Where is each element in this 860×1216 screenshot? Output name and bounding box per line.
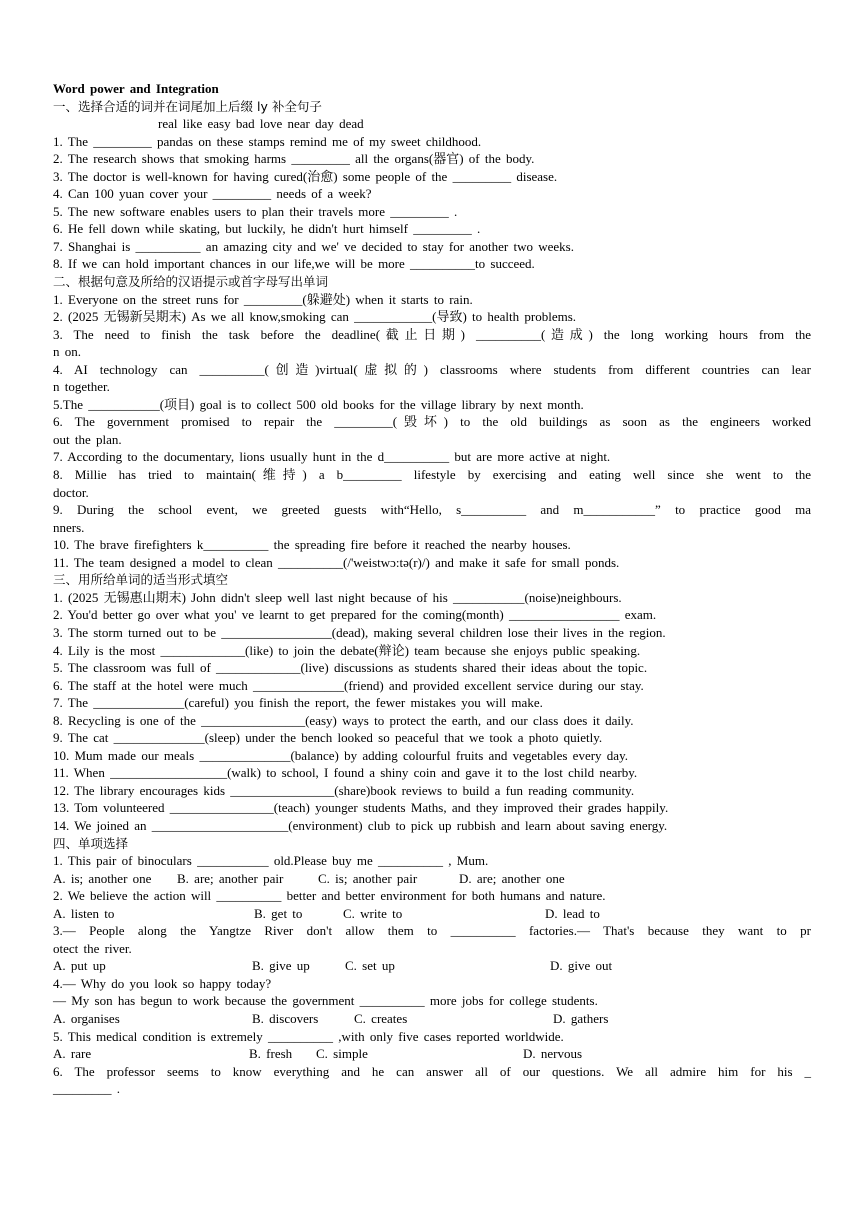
section2-line: 10. The brave firefighters k__________ the spreading fire before it reached the nearby houses. <box>53 537 571 553</box>
question-6: 6. The professor seems to know everything and he can answer all of our questions. We all admire him for his _ <box>53 1063 811 1079</box>
section3-item: 14. We joined an _____________________(environment) club to pick up rubbish and learn about saving energy. <box>53 817 668 833</box>
section2-line: 9. During the school event, we greeted guests with“Hello, s__________ and m___________” to practice good ma <box>53 502 811 518</box>
section3-item: 4. Lily is the most _____________(like) to join the debate(辩论) team because she enjoys public speaking. <box>53 642 641 658</box>
section3-item: 6. The staff at the hotel were much ______________(friend) and provided excellent service during our stay. <box>53 677 644 693</box>
section3-heading: 三、用所给单词的适当形式填空 <box>53 572 229 588</box>
question-4-cont: — My son has begun to work because the government __________ more jobs for college students. <box>53 993 598 1009</box>
section3-item: 12. The library encourages kids ________________(share)book reviews to build a fun reading community. <box>53 782 635 798</box>
section1-word-list: real like easy bad love near day dead <box>158 116 364 132</box>
option-b: B. get to <box>254 905 303 921</box>
section2-line: 1. Everyone on the street runs for _________(躲避处) when it starts to rain. <box>53 291 473 307</box>
option-d: D. lead to <box>545 905 600 921</box>
section3-item: 5. The classroom was full of _____________(live) discussions as students shared their ideas about the topic. <box>53 660 648 676</box>
option-d: D. gathers <box>553 1010 609 1026</box>
question-6-cont: _________ . <box>53 1081 120 1097</box>
section1-item: 5. The new software enables users to plan their travels more _________ . <box>53 203 458 219</box>
section2-line: 7. According to the documentary, lions usually hunt in the d__________ but are more active at night. <box>53 449 611 465</box>
question-5-options <box>53 1045 811 1063</box>
question-5: 5. This medical condition is extremely __________ ,with only five cases reported worldwide. <box>53 1028 564 1044</box>
option-d: D. are; another one <box>459 870 565 886</box>
worksheet-title: Word power and Integration <box>53 81 219 96</box>
section2-line: n on. <box>53 344 81 360</box>
section3-item: 2. You'd better go over what you' ve learnt to get prepared for the coming(month) _________________ exam. <box>53 607 657 623</box>
section3-item: 8. Recycling is one of the ________________(easy) ways to protect the earth, and our class does it daily. <box>53 712 634 728</box>
section2-line: doctor. <box>53 484 89 500</box>
option-c: C. is; another pair <box>318 870 418 886</box>
section1-item: 1. The _________ pandas on these stamps remind me of my sweet childhood. <box>53 133 482 149</box>
section1-item: 4. Can 100 yuan cover your _________ needs of a week? <box>53 186 372 202</box>
section1-item: 2. The research shows that smoking harms _________ all the organs(器官) of the body. <box>53 151 535 167</box>
question-4-options <box>53 1010 811 1028</box>
section1-item: 8. If we can hold important chances in our life,we will be more __________to succeed. <box>53 256 535 272</box>
section2-line: 8. Millie has tried to maintain(维持) a b_________ lifestyle by exercising and eating well since she went to the <box>53 467 811 483</box>
section1-heading: 一、选择合适的词并在词尾加上后缀 ly 补全句子 <box>53 98 322 114</box>
option-b: B. discovers <box>252 1010 319 1026</box>
question-4: 4.— Why do you look so happy today? <box>53 975 272 991</box>
question-1-options <box>53 870 811 888</box>
question-3-options <box>53 957 811 975</box>
option-d: D. give out <box>550 958 613 974</box>
option-b: B. are; another pair <box>177 870 284 886</box>
question-3: 3.— People along the Yangtze River don't allow them to __________ factories.— That's because they want to pr <box>53 923 811 939</box>
option-a: A. organises <box>53 1010 120 1026</box>
section1-item: 6. He fell down while skating, but luckily, he didn't hurt himself _________ . <box>53 221 481 237</box>
section2-line: 2. (2025 无锡新吴期末) As we all know,smoking can ____________(导致) to health problems. <box>53 309 577 325</box>
question-3-cont: otect the river. <box>53 940 132 956</box>
option-d: D. nervous <box>523 1046 583 1062</box>
section3-item: 7. The ______________(careful) you finish the report, the fewer mistakes you will make. <box>53 695 543 711</box>
section4-heading: 四、单项选择 <box>53 835 129 851</box>
question-1: 1. This pair of binoculars ___________ old.Please buy me __________ , Mum. <box>53 853 489 869</box>
section2-line: n together. <box>53 379 110 395</box>
worksheet-page <box>53 80 811 1098</box>
section2-line: 5.The ___________(项目) goal is to collect 500 old books for the village library by next month. <box>53 396 584 412</box>
section2-line: 11. The team designed a model to clean __________(/'weistwɔ:tə(r)/) and make it safe for small ponds. <box>53 554 620 570</box>
option-c: C. set up <box>345 958 395 974</box>
section2-line: 6. The government promised to repair the _________(毁坏) to the old buildings as soon as the engineers worked <box>53 414 811 430</box>
option-c: C. write to <box>343 905 403 921</box>
section3-item: 1. (2025 无锡惠山期末) John didn't sleep well last night because of his ___________(noise)neighbours. <box>53 589 622 605</box>
option-b: B. fresh <box>249 1046 293 1062</box>
option-b: B. give up <box>252 958 310 974</box>
section3-item: 13. Tom volunteered ________________(teach) younger students Maths, and they improved their grades happily. <box>53 800 669 816</box>
option-a: A. put up <box>53 958 106 974</box>
section3-item: 9. The cat ______________(sleep) under the bench looked so peaceful that we took a photo quietly. <box>53 730 603 746</box>
section2-line: 3. The need to finish the task before the deadline(截止日期) __________(造成) the long working hours from the <box>53 326 811 342</box>
section2-line: nners. <box>53 519 85 535</box>
section3-item: 10. Mum made our meals ______________(balance) by adding colourful fruits and vegetables every day. <box>53 747 628 763</box>
section1-item: 7. Shanghai is __________ an amazing city and we' ve decided to stay for another two weeks. <box>53 238 574 254</box>
section1-item: 3. The doctor is well-known for having cured(治愈) some people of the _________ disease. <box>53 168 558 184</box>
section2-line: out the plan. <box>53 431 122 447</box>
question-2-options <box>53 905 811 923</box>
section2-line: 4. AI technology can __________(创造)virtual(虚拟的) classrooms where students from different countries can lear <box>53 361 811 377</box>
question-2: 2. We believe the action will __________ better and better environment for both humans and nature. <box>53 888 606 904</box>
option-c: C. simple <box>316 1046 368 1062</box>
option-a: A. listen to <box>53 905 115 921</box>
option-a: A. is; another one <box>53 870 152 886</box>
section2-heading: 二、根据句意及所给的汉语提示或首字母写出单词 <box>53 274 329 290</box>
option-a: A. rare <box>53 1046 92 1062</box>
section3-item: 3. The storm turned out to be _________________(dead), making several children lose their lives in the region. <box>53 624 666 640</box>
section3-item: 11. When __________________(walk) to school, I found a shiny coin and gave it to the lost child nearby. <box>53 765 638 781</box>
option-c: C. creates <box>354 1010 408 1026</box>
